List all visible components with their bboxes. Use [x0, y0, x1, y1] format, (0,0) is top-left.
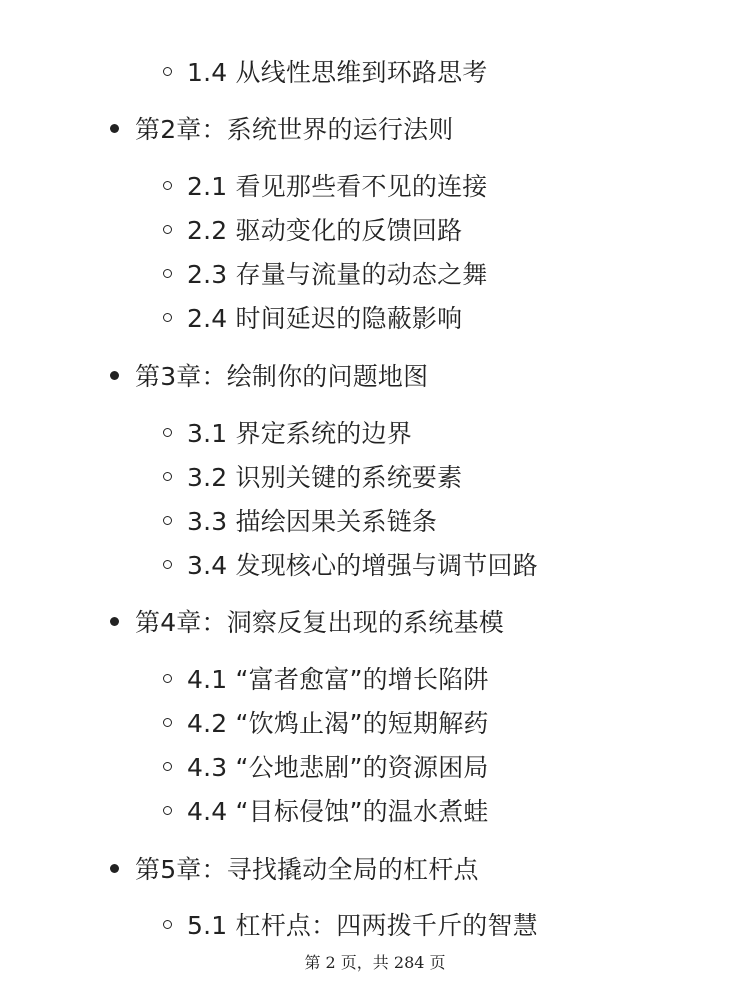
filled-bullet-icon	[110, 371, 119, 380]
toc-chapter-label: 第5章：寻找撬动全局的杠杆点	[135, 855, 479, 884]
toc-section-item	[163, 256, 488, 290]
hollow-bullet-icon	[163, 920, 172, 929]
toc-section-label: 4.4 “目标侵蚀”的温水煮蛙	[187, 797, 489, 826]
hollow-bullet-icon	[163, 472, 172, 481]
toc-section-item	[163, 907, 538, 941]
hollow-bullet-icon	[163, 428, 172, 437]
hollow-bullet-icon	[163, 718, 172, 727]
toc-section-item	[163, 212, 462, 246]
hollow-bullet-icon	[163, 225, 172, 234]
hollow-bullet-icon	[163, 269, 172, 278]
toc-section-label: 2.3 存量与流量的动态之舞	[187, 260, 488, 289]
toc-section-label: 4.3 “公地悲剧”的资源困局	[187, 753, 489, 782]
toc-section-item	[163, 749, 489, 783]
toc-section-item	[163, 503, 437, 537]
toc-section-item	[163, 459, 462, 493]
toc-section-label: 2.1 看见那些看不见的连接	[187, 172, 488, 201]
toc-chapter-item	[110, 358, 428, 392]
toc-chapter-item	[110, 111, 454, 145]
toc-chapter-item	[110, 851, 479, 885]
toc-chapter-item	[110, 604, 504, 638]
hollow-bullet-icon	[163, 516, 172, 525]
toc-section-item	[163, 793, 489, 827]
toc-section-item	[163, 705, 489, 739]
toc-section-item	[163, 54, 488, 88]
hollow-bullet-icon	[163, 762, 172, 771]
toc-chapter-label: 第2章：系统世界的运行法则	[135, 115, 454, 144]
toc-section-item	[163, 547, 538, 581]
filled-bullet-icon	[110, 124, 119, 133]
hollow-bullet-icon	[163, 181, 172, 190]
toc-section-label: 3.2 识别关键的系统要素	[187, 463, 463, 492]
toc-chapter-label: 第3章：绘制你的问题地图	[135, 362, 429, 391]
page-footer: 第 2 页，共 284 页	[304, 953, 446, 972]
hollow-bullet-icon	[163, 313, 172, 322]
hollow-bullet-icon	[163, 806, 172, 815]
toc-section-label: 3.3 描绘因果关系链条	[187, 507, 438, 536]
filled-bullet-icon	[110, 617, 119, 626]
filled-bullet-icon	[110, 864, 119, 873]
hollow-bullet-icon	[163, 560, 172, 569]
toc-section-label: 4.1 “富者愈富”的增长陷阱	[187, 665, 489, 694]
toc-section-item	[163, 415, 412, 449]
hollow-bullet-icon	[163, 67, 172, 76]
toc-section-label: 1.4 从线性思维到环路思考	[187, 58, 488, 87]
toc-section-item	[163, 300, 462, 334]
toc-section-item	[163, 168, 488, 202]
hollow-bullet-icon	[163, 674, 172, 683]
toc-section-label: 3.1 界定系统的边界	[187, 419, 412, 448]
toc-section-item	[163, 661, 489, 695]
toc-section-label: 3.4 发现核心的增强与调节回路	[187, 551, 538, 580]
toc-chapter-label: 第4章：洞察反复出现的系统基模	[135, 608, 504, 637]
toc-section-label: 4.2 “饮鸩止渴”的短期解药	[187, 709, 489, 738]
toc-section-label: 2.2 驱动变化的反馈回路	[187, 216, 463, 245]
toc-section-label: 5.1 杠杆点：四两拨千斤的智慧	[187, 911, 538, 940]
toc-section-label: 2.4 时间延迟的隐蔽影响	[187, 304, 463, 333]
